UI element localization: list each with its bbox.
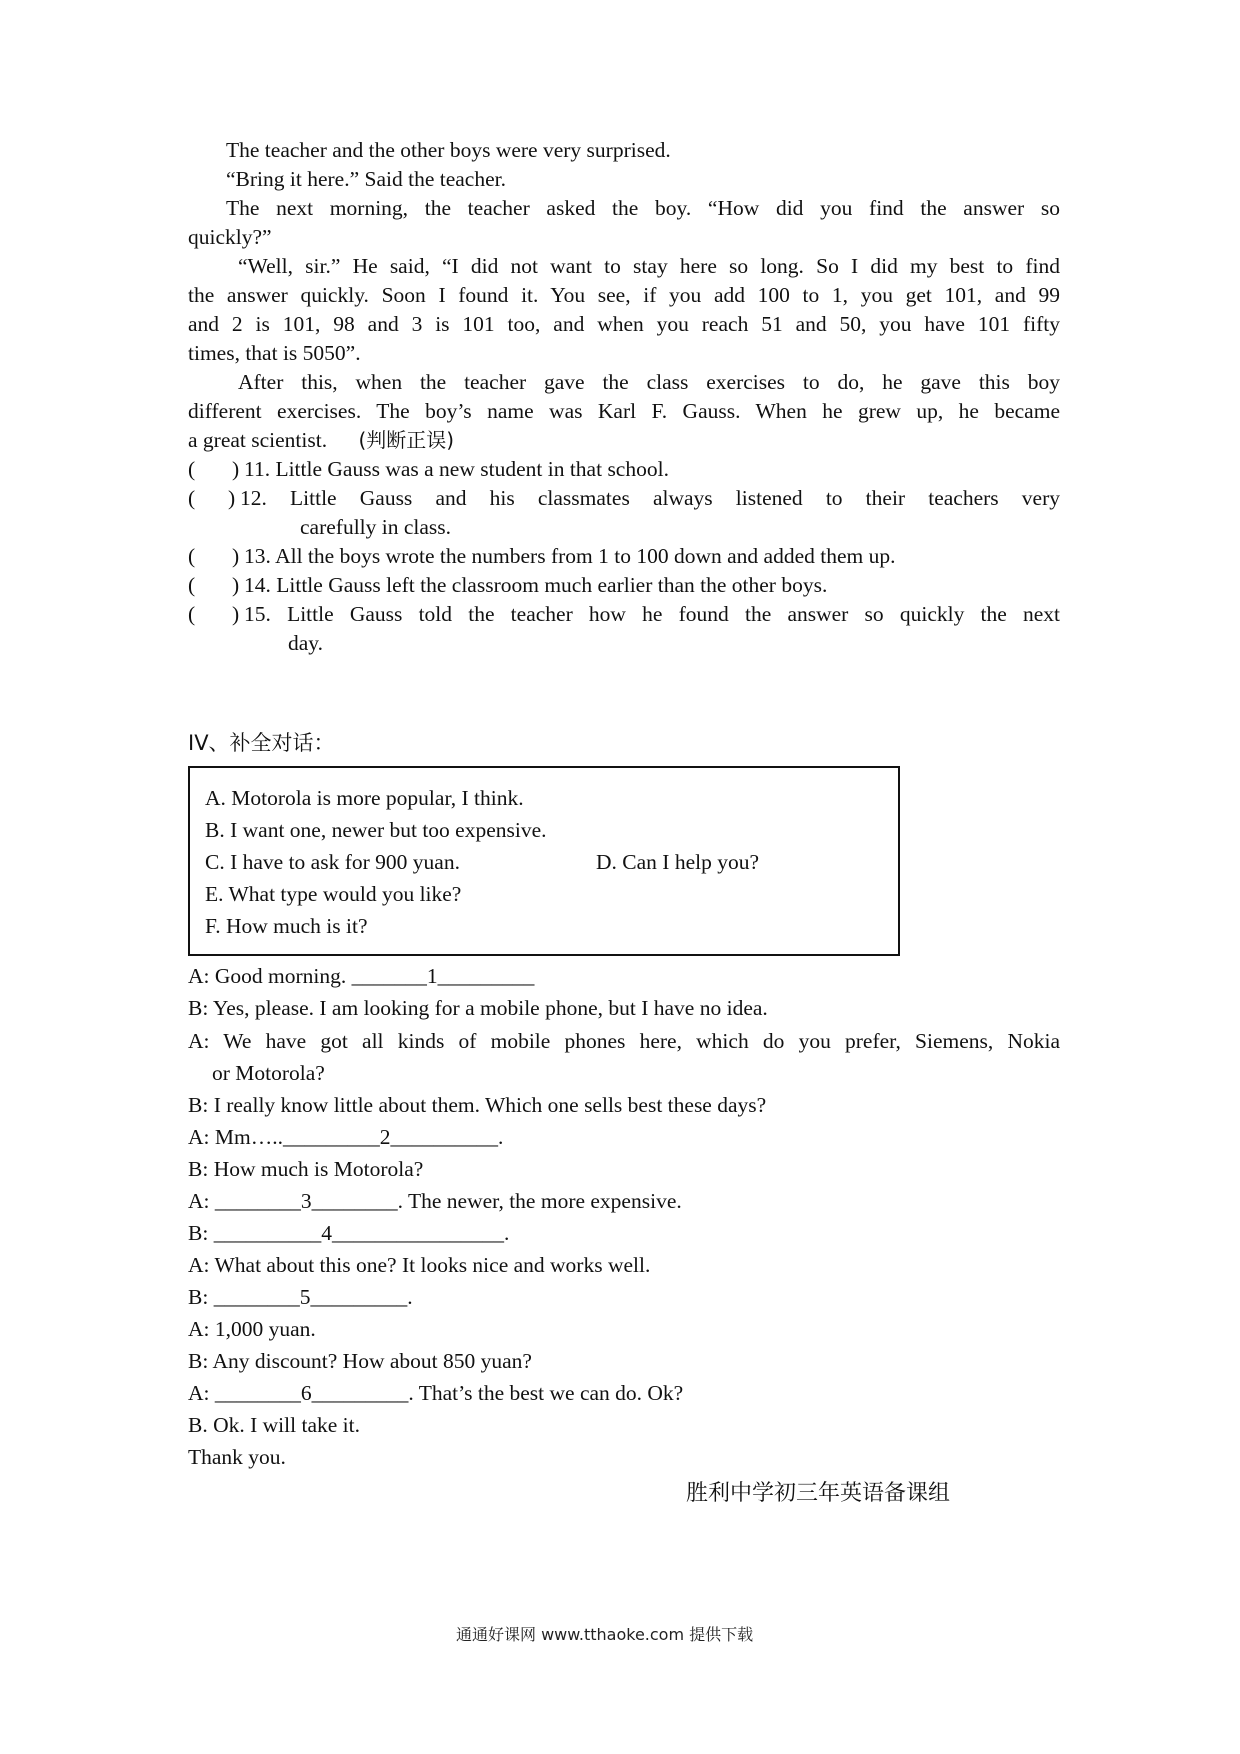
option-f: F. How much is it?: [205, 914, 368, 938]
options-box: [188, 766, 900, 956]
dialogue-line: B: I really know little about them. Which one sells best these days?: [188, 1093, 767, 1117]
tf-item-text: [244, 598, 1060, 631]
tf-item-text: [240, 482, 1060, 515]
story-line: a great scientist.: [188, 428, 328, 452]
dialogue-line: B. Ok. I will take it.: [188, 1413, 360, 1437]
tf-item-continuation: carefully in class.: [300, 515, 452, 539]
answer-paren-close: ): [228, 486, 236, 510]
section-iv-heading: IV、补全对话：: [188, 731, 335, 755]
story-line: After this, when the teacher gave the class exercises to do, he gave this boy: [238, 370, 1060, 394]
dialogue-line: B: ________5_________.: [188, 1285, 413, 1309]
story-line: “Bring it here.” Said the teacher.: [226, 167, 506, 191]
story-line: “Well, sir.” He said, “I did not want to stay here so long. So I did my best to find: [238, 254, 1060, 278]
footer-credit: 通通好课网 www.tthaoke.com 提供下载: [456, 1625, 754, 1644]
option-c: C. I have to ask for 900 yuan.: [205, 850, 460, 874]
dialogue-line: B: Any discount? How about 850 yuan?: [188, 1349, 532, 1373]
dialogue-line: A: We have got all kinds of mobile phones here, which do you prefer, Siemens, Nokia: [188, 1029, 1060, 1053]
tf-item-statement: Little Gauss was a new student in that school.: [275, 457, 669, 481]
dialogue-line: B: __________4________________.: [188, 1221, 510, 1245]
dialogue-line: Thank you.: [188, 1445, 286, 1469]
tf-item-text: [244, 540, 1060, 573]
story-line: and 2 is 101, 98 and 3 is 101 too, and when you reach 51 and 50, you have 101 fifty: [188, 312, 1060, 336]
tf-item-12: [188, 482, 1060, 546]
tf-item-statement: Little Gauss and his classmates always listened to their teachers very: [290, 486, 1060, 510]
option-b: B. I want one, newer but too expensive.: [205, 818, 547, 842]
dialogue-line: B: How much is Motorola?: [188, 1157, 424, 1181]
tf-item-continuation: day.: [288, 631, 324, 655]
option-d: D. Can I help you?: [596, 850, 760, 874]
dialogue-line: A: ________6_________. That’s the best we can do. Ok?: [188, 1381, 684, 1405]
answer-paren-close: ): [232, 457, 240, 481]
dialogue-line: A: 1,000 yuan.: [188, 1317, 316, 1341]
signature: 胜利中学初三年英语备课组: [686, 1481, 951, 1506]
answer-paren-close: ): [232, 602, 240, 626]
dialogue-line: A: ________3________. The newer, the more expensive.: [188, 1189, 682, 1213]
option-a: A. Motorola is more popular, I think.: [205, 786, 524, 810]
answer-paren-open[interactable]: (: [188, 544, 196, 568]
answer-paren-open[interactable]: (: [188, 486, 196, 510]
tf-item-text: [244, 569, 1060, 602]
dialogue-line: or Motorola?: [212, 1061, 325, 1085]
story-line: quickly?”: [188, 225, 272, 249]
story-line: different exercises. The boy’s name was Karl F. Gauss. When he grew up, he became: [188, 399, 1060, 423]
worksheet-page: [188, 0, 1060, 1754]
tf-item-statement: Little Gauss told the teacher how he found the answer so quickly the next: [287, 602, 1061, 626]
answer-paren-close: ): [232, 573, 240, 597]
tf-item-13: [188, 540, 1060, 572]
tf-item-number: 12.: [240, 486, 267, 510]
answer-paren-close: ): [232, 544, 240, 568]
tf-item-14: [188, 569, 1060, 601]
dialogue-line: B: Yes, please. I am looking for a mobile phone, but I have no idea.: [188, 996, 768, 1020]
story-last-line: [188, 424, 1060, 457]
answer-paren-open[interactable]: (: [188, 602, 196, 626]
tf-item-statement: All the boys wrote the numbers from 1 to 100 down and added them up.: [275, 544, 896, 568]
story-line: the answer quickly. Soon I found it. You see, if you add 100 to 1, you get 101, and 99: [188, 283, 1060, 307]
judgement-instruction: (判断正误): [358, 428, 455, 452]
tf-item-11: [188, 453, 1060, 485]
tf-item-statement: Little Gauss left the classroom much earlier than the other boys.: [276, 573, 828, 597]
answer-paren-open[interactable]: (: [188, 457, 196, 481]
story-line: times, that is 5050”.: [188, 341, 361, 365]
tf-item-text: [244, 453, 1060, 486]
dialogue-line: A: Mm….._________2__________.: [188, 1125, 504, 1149]
tf-item-number: 11.: [244, 457, 271, 481]
answer-paren-open[interactable]: (: [188, 573, 196, 597]
tf-item-number: 14.: [244, 573, 271, 597]
story-line: The next morning, the teacher asked the boy. “How did you find the answer so: [226, 196, 1060, 220]
tf-item-number: 15.: [244, 602, 271, 626]
tf-item-number: 13.: [244, 544, 271, 568]
dialogue-line: A: Good morning. _______1_________: [188, 964, 535, 988]
dialogue-line: A: What about this one? It looks nice and works well.: [188, 1253, 651, 1277]
option-e: E. What type would you like?: [205, 882, 462, 906]
tf-item-15: [188, 598, 1060, 662]
story-line: The teacher and the other boys were very surprised.: [226, 138, 671, 162]
